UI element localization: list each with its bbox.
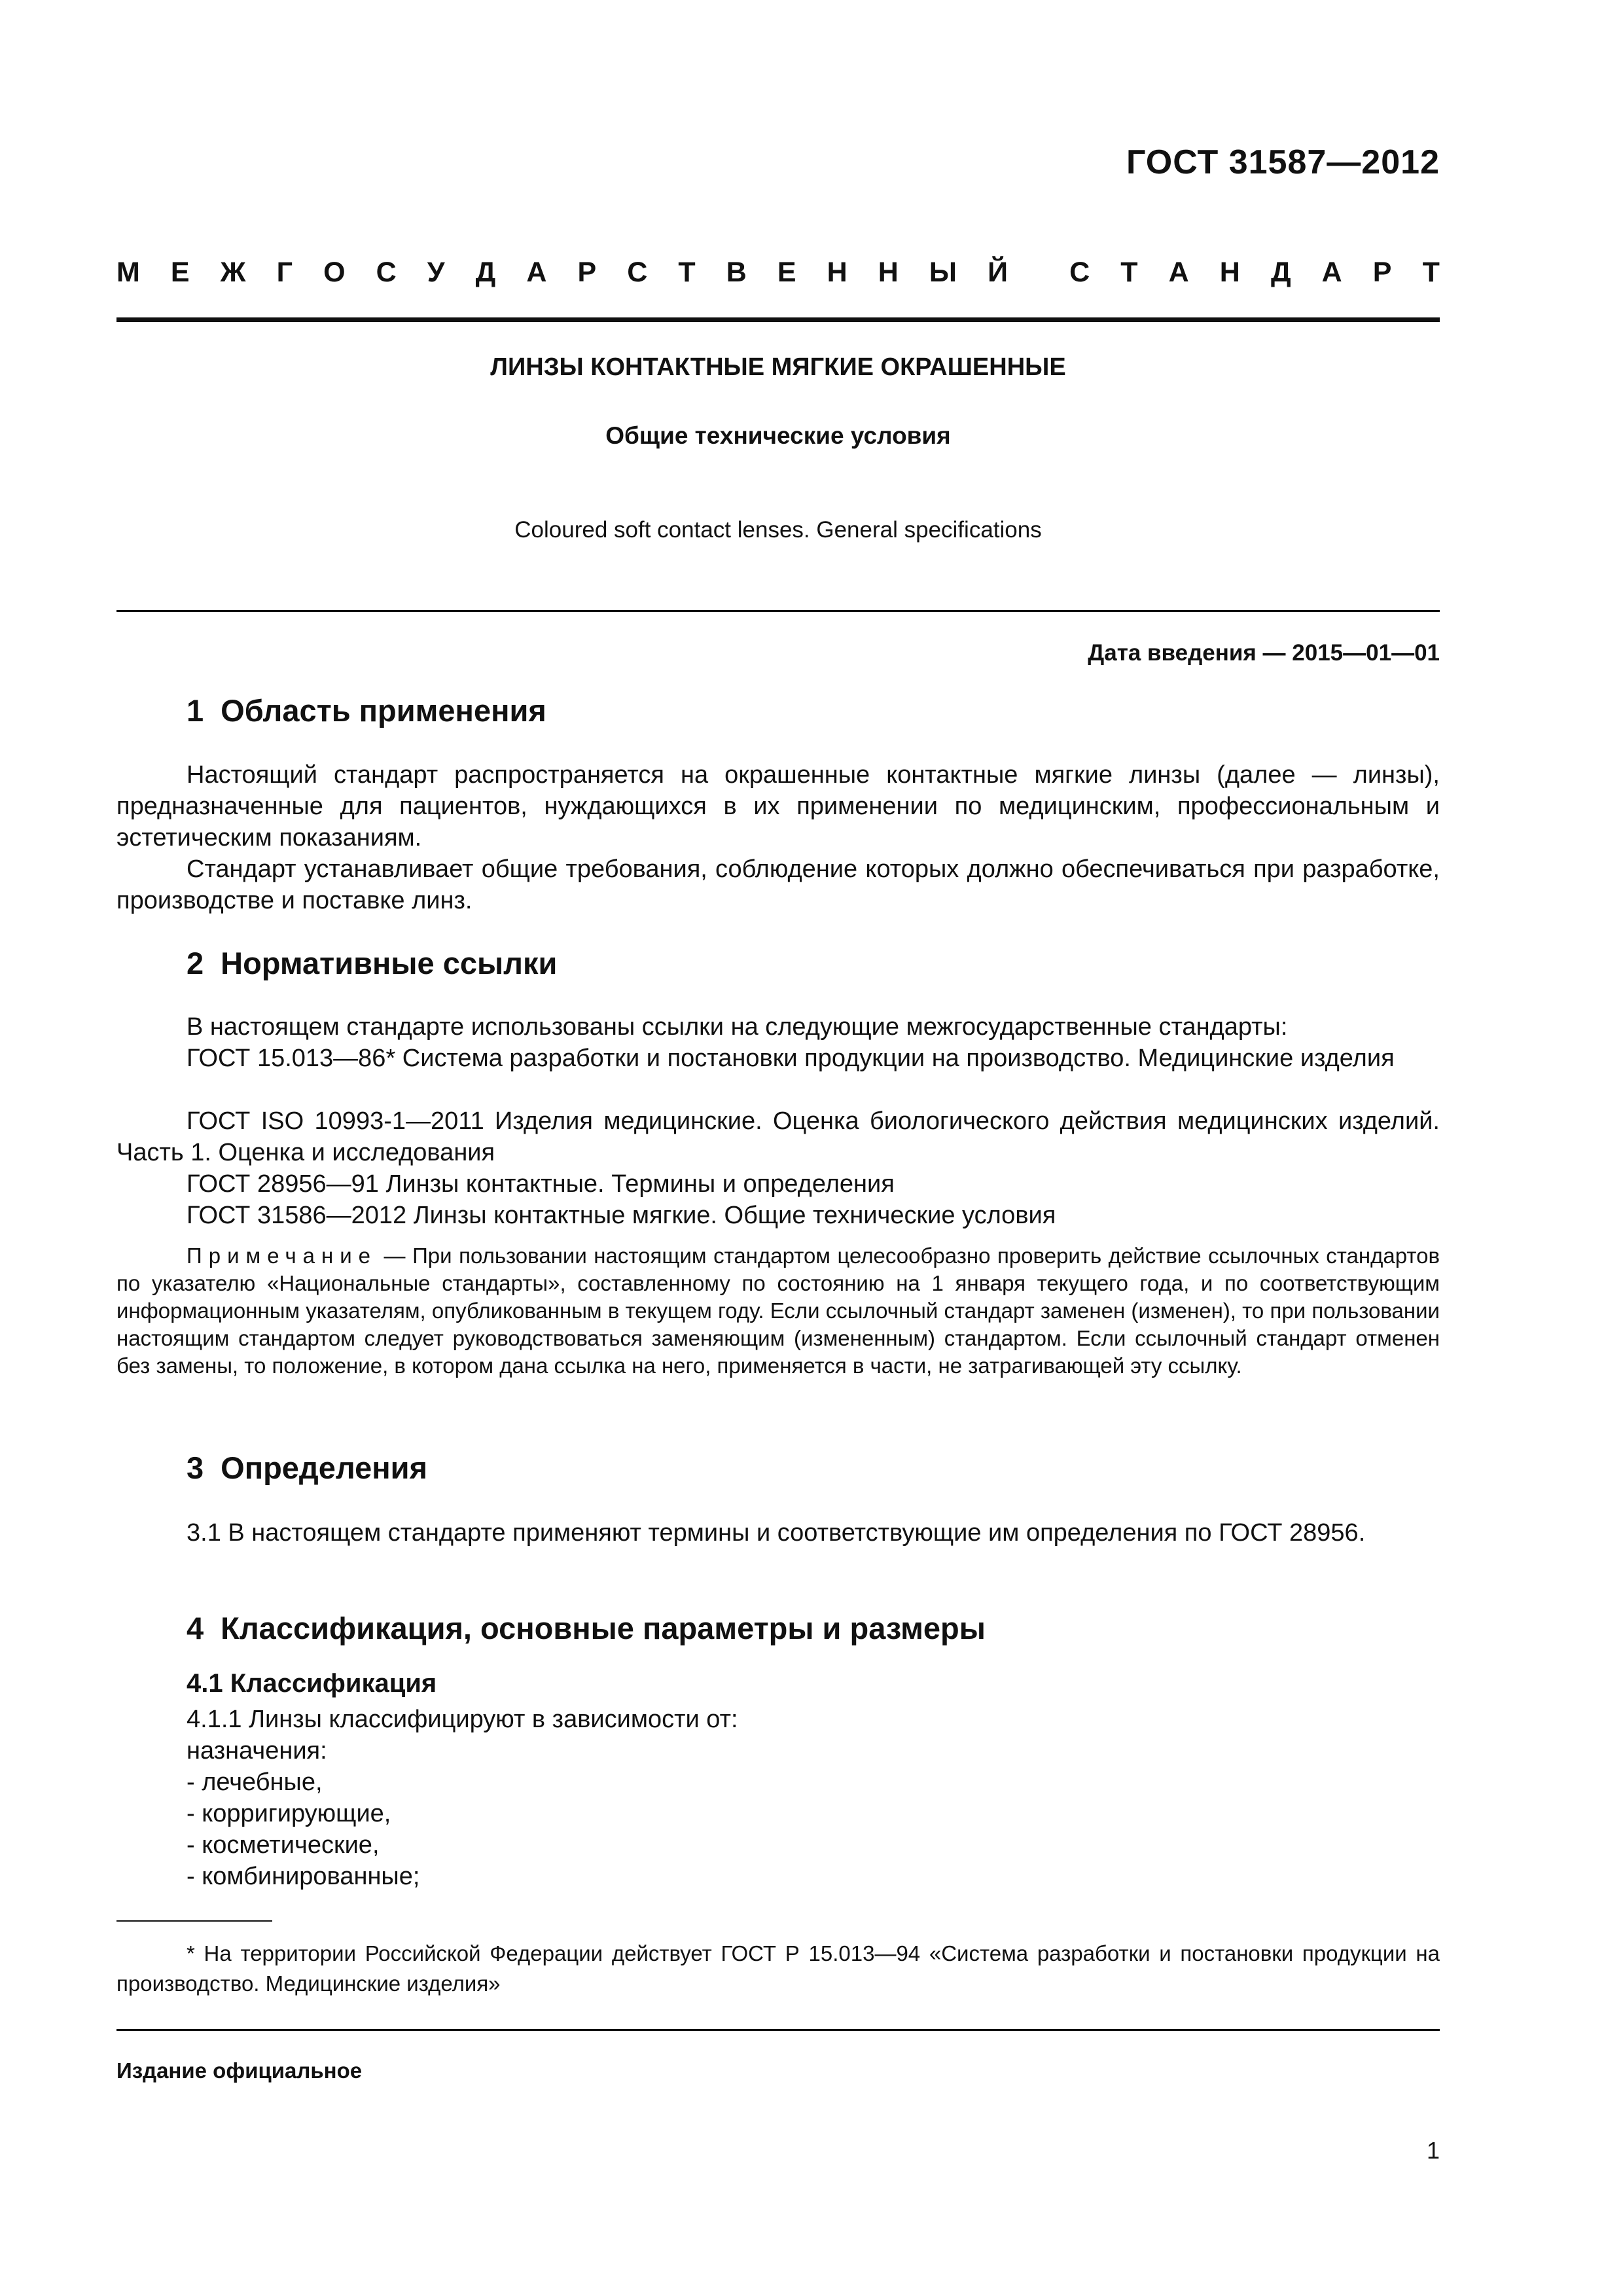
section-4-heading — [187, 1610, 986, 1646]
section-number: 4 — [187, 1611, 204, 1645]
list-item: - корригирующие, — [187, 1800, 391, 1827]
document-subtitle: Общие технические условия — [605, 422, 951, 449]
standard-type-letter: Р — [1372, 257, 1392, 288]
standard-type-letter: Т — [678, 257, 696, 288]
note-label: Примечание — [187, 1244, 378, 1268]
page-number: 1 — [1426, 2137, 1440, 2164]
section-number: 2 — [187, 946, 204, 980]
standard-type-letter: М — [116, 257, 140, 288]
section-3-paragraph: 3.1 В настоящем стандарте применяют термины и соответствующие им определения по ГОСТ 28956. — [187, 1519, 1366, 1547]
section-number: 1 — [187, 693, 204, 728]
normative-reference: ГОСТ ISO 10993-1—2011 Изделия медицинские. Оценка биологического действия медицинских изделий. Часть 1. Оценка и исследования — [116, 1107, 1440, 1166]
standard-type-letter: В — [726, 257, 747, 288]
standard-type-letter: Й — [988, 257, 1008, 288]
note-text: — При пользовании настоящим стандартом целесообразно проверить действие ссылочных стандартов по указателю «Национальные стандарты», составленному по состоянию на 1 января текущего года, и по соответствующим информационным указателям, опубликованным в текущем году. Если ссылочный стандарт заменен (изменен), то при пользовании настоящим стандартом следует руководствоваться заменяющим (измененным) стандартом. Если ссылочный стандарт отменен без замены, то положение, в котором дана ссылка на него, применяется в части, не затрагивающей эту ссылку. — [116, 1244, 1440, 1378]
standard-type-letter: О — [323, 257, 346, 288]
clause-4-1-1: 4.1.1 Линзы классифицируют в зависимости от: — [187, 1706, 738, 1733]
standard-type-letter: А — [526, 257, 547, 288]
section-title: Классификация, основные параметры и размеры — [221, 1611, 986, 1645]
section-1-paragraph-1: Настоящий стандарт распространяется на окрашенные контактные мягкие линзы (далее — линзы), предназначенные для пациентов, нуждающихся в их применении по медицинским, профессиональным и эстетическим показаниям. — [116, 761, 1440, 852]
standard-type-heading — [116, 257, 1440, 289]
standard-type-letter: Д — [1270, 257, 1291, 288]
standard-type-letter: Е — [170, 257, 190, 288]
section-3-heading — [187, 1450, 427, 1486]
standard-type-letter: Т — [1120, 257, 1138, 288]
standard-type-letter: Р — [577, 257, 597, 288]
header-divider — [116, 317, 1440, 322]
standard-type-letter: С — [376, 257, 397, 288]
standard-type-letter: С — [627, 257, 648, 288]
footnote: * На территории Российской Федерации действует ГОСТ Р 15.013—94 «Система разработки и постановки продукции на производство. Медицинские изделия» — [116, 1941, 1440, 1996]
section-title: Нормативные ссылки — [221, 946, 558, 980]
section-2-intro: В настоящем стандарте использованы ссылки на следующие межгосударственные стандарты: — [187, 1013, 1288, 1041]
standard-type-letter: У — [427, 257, 445, 288]
normative-reference: ГОСТ 31586—2012 Линзы контактные мягкие. Общие технические условия — [187, 1202, 1056, 1229]
section-2-note — [116, 1242, 1440, 1380]
standard-type-letter: А — [1321, 257, 1342, 288]
list-item: - лечебные, — [187, 1768, 323, 1796]
standard-type-letter: Е — [777, 257, 796, 288]
introduction-date: Дата введения — 2015—01—01 — [1088, 640, 1440, 666]
standard-type-letter: А — [1168, 257, 1189, 288]
section-title: Область применения — [221, 693, 546, 728]
standard-type-letter: Д — [475, 257, 496, 288]
official-edition-label: Издание официальное — [116, 2058, 363, 2083]
section-number: 3 — [187, 1450, 204, 1485]
section-1-heading — [187, 692, 546, 728]
footer-divider — [116, 2029, 1440, 2031]
standard-type-letter: Т — [1422, 257, 1440, 288]
section-1-paragraph-2: Стандарт устанавливает общие требования, соблюдение которых должно обеспечиваться при разработке, производстве и поставке линз. — [116, 855, 1440, 914]
purpose-label: назначения: — [187, 1737, 327, 1765]
standard-type-letter: С — [1069, 257, 1090, 288]
standard-type-letter: Н — [827, 257, 847, 288]
normative-reference: ГОСТ 15.013—86* Система разработки и постановки продукции на производство. Медицинские изделия — [187, 1045, 1395, 1072]
title-divider — [116, 610, 1440, 612]
document-code: ГОСТ 31587—2012 — [1126, 143, 1440, 181]
document-title-english: Coloured soft contact lenses. General specifications — [514, 517, 1042, 543]
standard-type-letter: Ы — [929, 257, 957, 288]
subsection-4-1-heading: 4.1 Классификация — [187, 1669, 437, 1698]
standard-type-letter: Г — [276, 257, 293, 288]
list-item: - косметические, — [187, 1831, 380, 1859]
footnote-divider — [116, 1920, 272, 1922]
normative-reference: ГОСТ 28956—91 Линзы контактные. Термины и определения — [187, 1170, 895, 1198]
section-title: Определения — [221, 1450, 427, 1485]
standard-type-letter: Н — [1219, 257, 1240, 288]
standard-type-letter: Ж — [220, 257, 246, 288]
section-2-heading — [187, 945, 557, 981]
list-item: - комбинированные; — [187, 1863, 420, 1890]
document-title: ЛИНЗЫ КОНТАКТНЫЕ МЯГКИЕ ОКРАШЕННЫЕ — [490, 353, 1066, 381]
standard-type-letter: Н — [878, 257, 899, 288]
